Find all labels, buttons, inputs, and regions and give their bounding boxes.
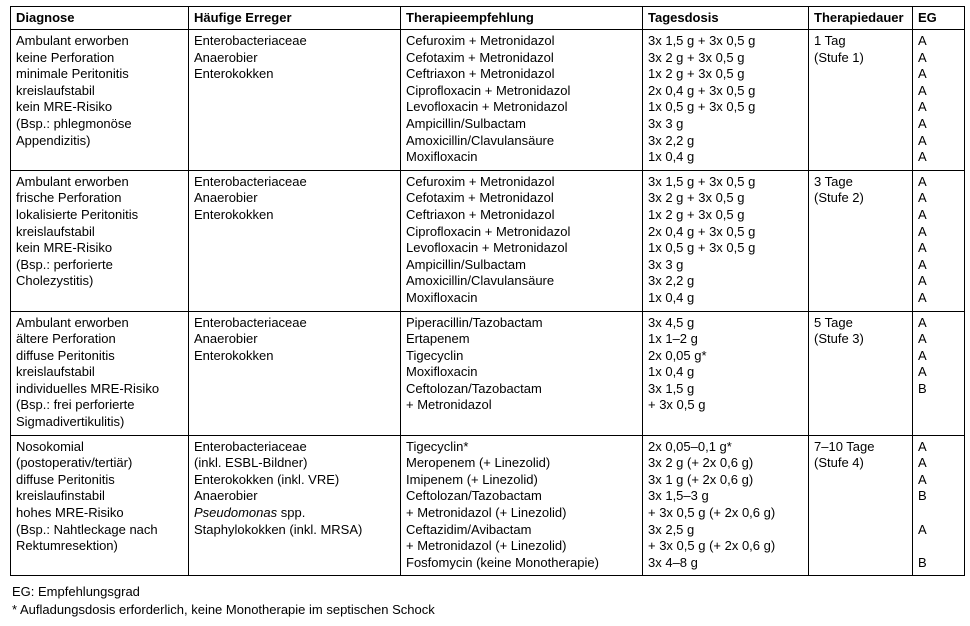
cell-therapiedauer: 5 Tage (Stufe 3) [809, 311, 913, 435]
cell-therapie: Tigecyclin* Meropenem (+ Linezolid) Imipenem (+ Linezolid) Ceftolozan/Tazobactam + Metronidazol (+ Linezolid) Ceftazidim/Avibactam + Metronidazol (+ Linezolid) Fosfomycin (keine Monotherapie) [401, 435, 643, 576]
cell-therapie: Cefuroxim + Metronidazol Cefotaxim + Metronidazol Ceftriaxon + Metronidazol Ciprofloxacin + Metronidazol Levofloxacin + Metronidazol Ampicillin/Sulbactam Amoxicillin/Clavulansäure Moxifloxacin [401, 170, 643, 311]
table-header-row [11, 7, 965, 30]
table-row [11, 170, 965, 311]
footnote-asterisk: * Aufladungsdosis erforderlich, keine Monotherapie im septischen Schock [12, 602, 435, 618]
cell-therapie: Cefuroxim + Metronidazol Cefotaxim + Metronidazol Ceftriaxon + Metronidazol Ciprofloxacin + Metronidazol Levofloxacin + Metronidazol Ampicillin/Sulbactam Amoxicillin/Clavulansäure Moxifloxacin [401, 30, 643, 171]
column-header-eg: EG [913, 7, 965, 30]
cell-tagesdosis: 3x 1,5 g + 3x 0,5 g 3x 2 g + 3x 0,5 g 1x 2 g + 3x 0,5 g 2x 0,4 g + 3x 0,5 g 1x 0,5 g + 3x 0,5 g 3x 3 g 3x 2,2 g 1x 0,4 g [643, 30, 809, 171]
column-header-diagnose: Diagnose [11, 7, 189, 30]
cell-therapiedauer: 1 Tag (Stufe 1) [809, 30, 913, 171]
cell-erreger: Enterobacteriaceae (inkl. ESBL-Bildner) Enterokokken (inkl. VRE) Anaerobier Pseudomonas spp. Staphylokokken (inkl. MRSA) [189, 435, 401, 576]
cell-tagesdosis: 3x 4,5 g 1x 1–2 g 2x 0,05 g* 1x 0,4 g 3x 1,5 g + 3x 0,5 g [643, 311, 809, 435]
cell-therapiedauer: 3 Tage (Stufe 2) [809, 170, 913, 311]
table-body [11, 30, 965, 576]
cell-eg: A A A A A A A A [913, 170, 965, 311]
cell-erreger: Enterobacteriaceae Anaerobier Enterokokken [189, 311, 401, 435]
column-header-therapie: Therapieempfehlung [401, 7, 643, 30]
cell-therapie: Piperacillin/Tazobactam Ertapenem Tigecyclin Moxifloxacin Ceftolozan/Tazobactam + Metronidazol [401, 311, 643, 435]
cell-diagnose: Ambulant erworben frische Perforation lokalisierte Peritonitis kreislaufstabil kein MRE-Risiko (Bsp.: perforierte Cholezystitis) [11, 170, 189, 311]
cell-therapiedauer: 7–10 Tage (Stufe 4) [809, 435, 913, 576]
cell-eg: A A A A A A A A [913, 30, 965, 171]
cell-eg: A A A A B [913, 311, 965, 435]
cell-tagesdosis: 2x 0,05–0,1 g* 3x 2 g (+ 2x 0,6 g) 3x 1 g (+ 2x 0,6 g) 3x 1,5–3 g + 3x 0,5 g (+ 2x 0,6 g) 3x 2,5 g + 3x 0,5 g (+ 2x 0,6 g) 3x 4–8 g [643, 435, 809, 576]
column-header-therapiedauer: Therapiedauer [809, 7, 913, 30]
therapy-table [10, 6, 965, 576]
cell-diagnose: Nosokomial (postoperativ/tertiär) diffuse Peritonitis kreislaufinstabil hohes MRE-Risiko (Bsp.: Nahtleckage nach Rektumresektion) [11, 435, 189, 576]
column-header-tagesdosis: Tagesdosis [643, 7, 809, 30]
cell-diagnose: Ambulant erworben keine Perforation minimale Peritonitis kreislaufstabil kein MRE-Risiko (Bsp.: phlegmonöse Appendizitis) [11, 30, 189, 171]
cell-erreger: Enterobacteriaceae Anaerobier Enterokokken [189, 170, 401, 311]
table-row [11, 311, 965, 435]
cell-diagnose: Ambulant erworben ältere Perforation diffuse Peritonitis kreislaufstabil individuelles MRE-Risiko (Bsp.: frei perforierte Sigmadivertikulitis) [11, 311, 189, 435]
cell-tagesdosis: 3x 1,5 g + 3x 0,5 g 3x 2 g + 3x 0,5 g 1x 2 g + 3x 0,5 g 2x 0,4 g + 3x 0,5 g 1x 0,5 g + 3x 0,5 g 3x 3 g 3x 2,2 g 1x 0,4 g [643, 170, 809, 311]
cell-eg: A A A B A B [913, 435, 965, 576]
footnotes [12, 583, 962, 619]
table-row [11, 435, 965, 576]
column-header-erreger: Häufige Erreger [189, 7, 401, 30]
table-row [11, 30, 965, 171]
footnote-eg: EG: Empfehlungsgrad [12, 584, 140, 600]
cell-erreger: Enterobacteriaceae Anaerobier Enterokokken [189, 30, 401, 171]
